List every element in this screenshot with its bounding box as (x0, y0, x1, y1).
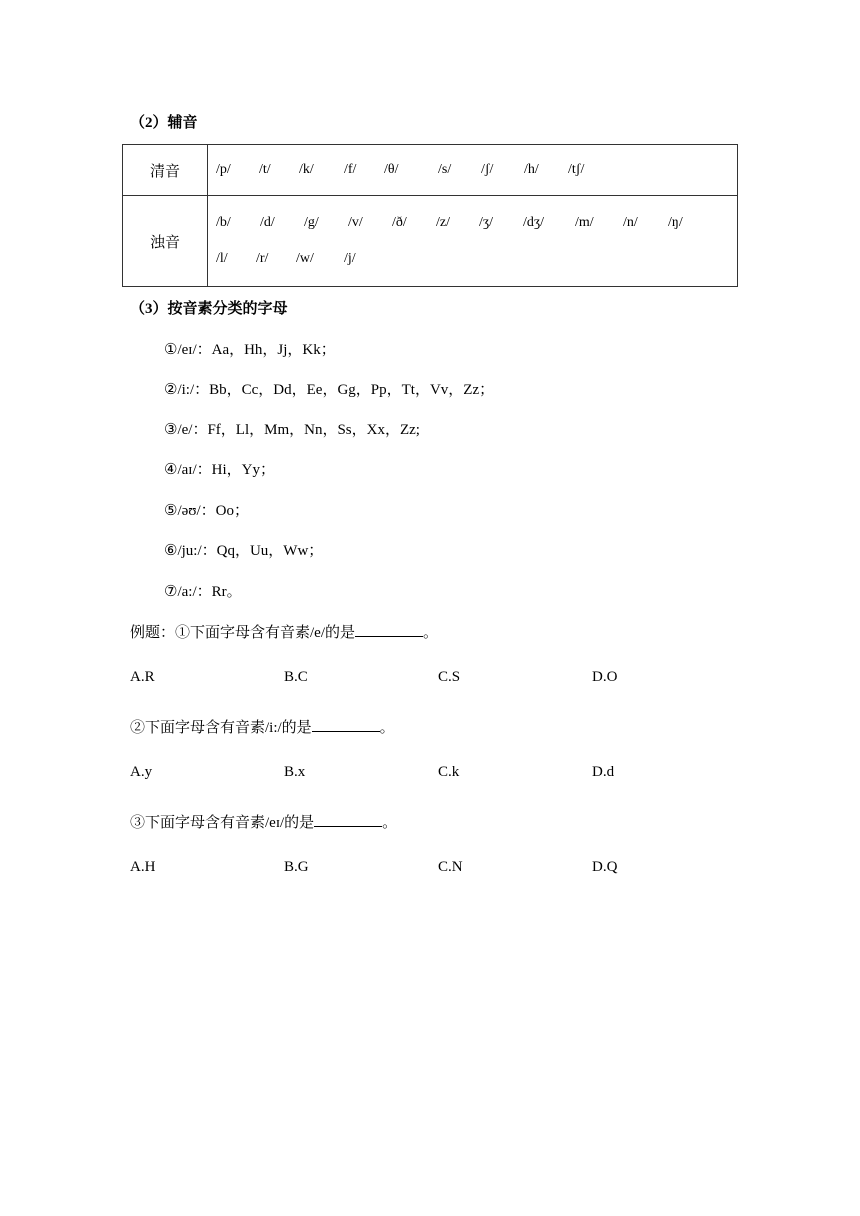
phoneme: /θ/ (384, 162, 399, 177)
phoneme: /z/ (436, 215, 450, 230)
phoneme: /w/ (296, 251, 314, 266)
letter-group-7: ⑦/a:/：Rr。 (164, 584, 242, 600)
question-1-text: 例题：①下面字母含有音素/e/的是 (130, 625, 355, 641)
option-d: D.O (592, 669, 618, 685)
phoneme: /dʒ/ (523, 215, 544, 230)
phoneme: /j/ (344, 251, 356, 266)
question-1-end: 。 (423, 625, 439, 641)
question-2 (130, 716, 395, 737)
phoneme: /b/ (216, 215, 231, 230)
option-b: B.C (284, 669, 308, 685)
phoneme: /l/ (216, 251, 228, 266)
question-1 (130, 621, 438, 642)
phoneme: /v/ (348, 215, 363, 230)
answer-blank[interactable] (355, 622, 423, 637)
phoneme: /g/ (304, 215, 319, 230)
voiced-row-1 (216, 205, 736, 241)
phoneme: /ŋ/ (668, 215, 683, 230)
voiced-row-2 (216, 241, 736, 277)
question-3 (130, 811, 397, 832)
voiceless-row (216, 152, 736, 188)
phoneme: /d/ (260, 215, 275, 230)
voiced-label: 浊音 (123, 196, 208, 287)
phoneme: /h/ (524, 162, 539, 177)
phoneme: /n/ (623, 215, 638, 230)
phoneme: /ʃ/ (481, 162, 494, 177)
option-c: C.N (438, 859, 463, 875)
voiceless-label: 清音 (123, 145, 208, 196)
phoneme: /f/ (344, 162, 357, 177)
phoneme: /t/ (259, 162, 271, 177)
option-a: A.R (130, 669, 155, 685)
question-2-end: 。 (379, 720, 395, 736)
phoneme: /ʒ/ (479, 215, 493, 230)
phoneme: /m/ (575, 215, 594, 230)
question-2-text: ②下面字母含有音素/i:/的是 (130, 720, 312, 736)
option-b: B.G (284, 859, 309, 875)
phoneme: /tʃ/ (568, 162, 585, 177)
option-a: A.H (130, 859, 156, 875)
letter-group-2: ②/i:/：Bb，Cc，Dd，Ee，Gg，Pp，Tt，Vv，Zz； (164, 382, 495, 398)
question-3-end: 。 (382, 815, 398, 831)
option-a: A.y (130, 764, 153, 780)
section-3-heading: （3）按音素分类的字母 (130, 301, 288, 317)
voiceless-phonemes (208, 145, 738, 196)
consonant-table (122, 144, 738, 287)
section-2-heading: （2）辅音 (130, 115, 198, 131)
voiced-phonemes (208, 196, 738, 287)
phoneme: /s/ (438, 162, 452, 177)
letter-group-5: ⑤/əʊ/：Oo； (164, 503, 250, 519)
option-c: C.k (438, 764, 460, 780)
letter-group-6: ⑥/ju:/：Qq，Uu，Ww； (164, 543, 324, 559)
option-b: B.x (284, 764, 306, 780)
phoneme: /k/ (299, 162, 314, 177)
phoneme: /ð/ (392, 215, 407, 230)
phoneme: /p/ (216, 162, 231, 177)
question-3-text: ③下面字母含有音素/eɪ/的是 (130, 815, 315, 831)
letter-group-4: ④/aɪ/：Hi，Yy； (164, 462, 275, 478)
answer-blank[interactable] (312, 717, 380, 732)
letter-group-1: ①/eɪ/：Aa，Hh，Jj，Kk； (164, 342, 336, 358)
phoneme: /r/ (256, 251, 269, 266)
answer-blank[interactable] (314, 812, 382, 827)
letter-group-3: ③/e/：Ff，Ll，Mm，Nn，Ss，Xx，Zz; (164, 422, 420, 438)
option-c: C.S (438, 669, 461, 685)
option-d: D.d (592, 764, 615, 780)
option-d: D.Q (592, 859, 618, 875)
